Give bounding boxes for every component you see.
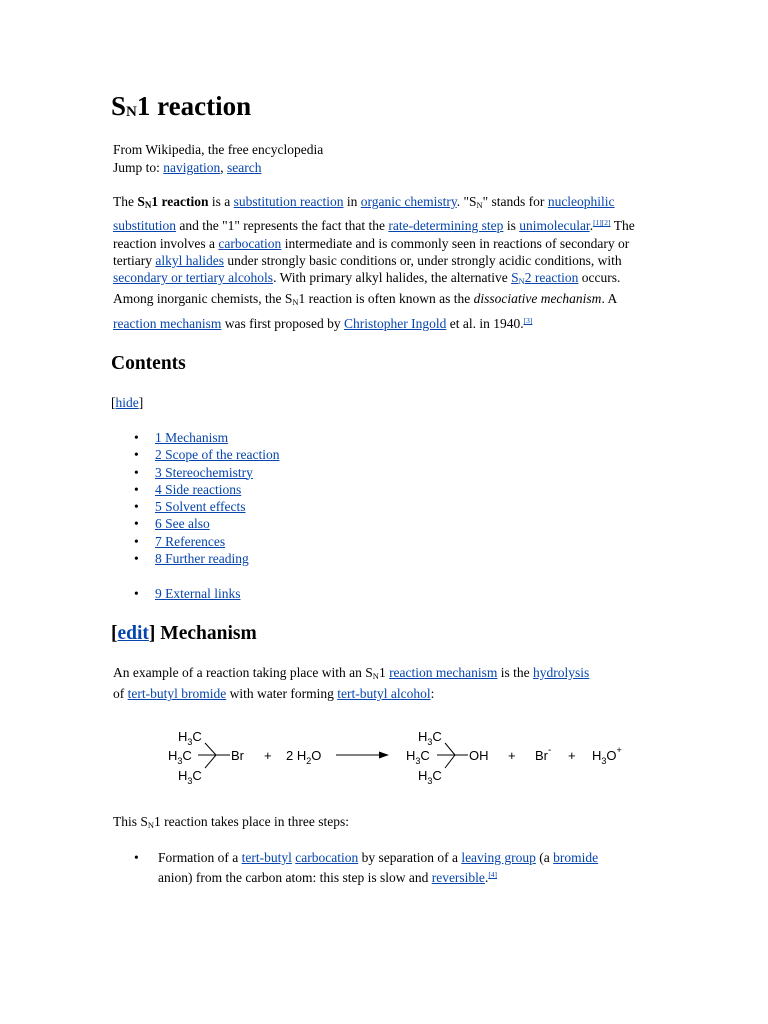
- jump-navigation-link[interactable]: navigation: [163, 160, 221, 175]
- bullet-icon: •: [134, 430, 139, 445]
- link-reversible[interactable]: reversible: [431, 870, 485, 886]
- scheme-plus-3: +: [568, 748, 576, 763]
- reaction-scheme: [160, 722, 640, 790]
- link-leaving-group[interactable]: leaving group: [461, 850, 536, 865]
- link-secondary-tertiary-alcohols[interactable]: secondary or tertiary alcohols: [113, 270, 274, 286]
- citation-4[interactable]: [4]: [488, 870, 498, 880]
- scheme-hydronium: $H_3O^+$: [592, 745, 622, 766]
- citation-3[interactable]: [3]: [523, 315, 533, 325]
- scheme-bromide: Br-: [535, 745, 552, 763]
- link-unimolecular[interactable]: unimolecular: [519, 218, 590, 234]
- bullet-icon: •: [134, 551, 139, 567]
- toc-link-solvent-effects[interactable]: 5 Solvent effects: [155, 499, 246, 515]
- link-carbocation-2[interactable]: carbocation: [295, 850, 359, 865]
- scheme-h3c-mid-2: $H_3C$: [406, 748, 430, 766]
- scheme-br: Br: [231, 748, 244, 763]
- link-substitution-reaction[interactable]: substitution reaction: [233, 194, 344, 209]
- scheme-water: 2 $H_2O$: [286, 748, 322, 766]
- bullet-icon: •: [134, 585, 139, 601]
- toc-hide-toggle: [hide]: [111, 395, 144, 410]
- scheme-plus-1: +: [264, 748, 272, 763]
- link-sn2-reaction[interactable]: $S_N2$ reaction: [511, 270, 579, 287]
- toc-link-further-reading[interactable]: 8 Further reading: [155, 551, 249, 567]
- toc-item: [113, 533, 279, 550]
- toc-link-external-links[interactable]: 9 External links: [155, 585, 241, 601]
- toc-link-references[interactable]: 7 References: [155, 533, 226, 549]
- site-subtitle: From Wikipedia, the free encyclopedia: [113, 142, 324, 157]
- toc-item: [113, 481, 279, 498]
- toc-item: [113, 446, 279, 463]
- citation-1-2[interactable]: [1][2]: [593, 218, 611, 228]
- bullet-icon: •: [134, 481, 139, 497]
- scheme-h3c-bot: $H_3C$: [178, 768, 202, 786]
- steps-list: [113, 849, 658, 887]
- bullet-icon: •: [134, 447, 139, 463]
- link-hydrolysis[interactable]: hydrolysis: [533, 665, 590, 680]
- scheme-bond: [445, 743, 455, 755]
- toc-hide-link[interactable]: hide: [115, 395, 139, 410]
- scheme-oh: OH: [469, 748, 489, 763]
- jump-to-links: Jump to: navigation, search: [113, 160, 262, 175]
- list-item: • Formation of a tert-butyl carbocation by separation of a leaving group (a bromide anion) from the carbon atom: this step is slow and reversible.[4]: [134, 850, 599, 886]
- jump-search-link[interactable]: search: [227, 160, 262, 175]
- mechanism-paragraph: An example of a reaction taking place with an $S_N1$ reaction mechanism is the hydrolysis of tert-butyl bromide with water forming tert-butyl alcohol:: [113, 665, 590, 702]
- toc-link-see-also[interactable]: 6 See also: [155, 516, 210, 532]
- toc-link-mechanism[interactable]: 1 Mechanism: [155, 430, 229, 445]
- scheme-bond: [205, 755, 216, 768]
- page-title: SN1 reaction: [111, 91, 252, 121]
- link-reaction-mechanism[interactable]: reaction mechanism: [113, 315, 222, 331]
- toc-link-side-reactions[interactable]: 4 Side reactions: [155, 481, 242, 497]
- bullet-icon: •: [134, 464, 139, 480]
- steps-intro: This $S_N1$ reaction takes place in three steps:: [113, 814, 349, 830]
- scheme-plus-2: +: [508, 748, 516, 763]
- bullet-icon: •: [134, 499, 139, 515]
- contents-heading: Contents: [111, 353, 186, 374]
- link-organic-chemistry[interactable]: organic chemistry: [360, 194, 457, 209]
- scheme-bond: [445, 755, 455, 768]
- bullet-icon: •: [134, 850, 139, 865]
- link-rate-determining-step[interactable]: rate-determining step: [388, 218, 504, 234]
- link-tert-butyl-bromide[interactable]: tert-butyl bromide: [127, 686, 227, 702]
- link-tert-butyl-alcohol[interactable]: tert-butyl alcohol: [337, 686, 431, 702]
- bullet-icon: •: [134, 533, 139, 549]
- link-nucleophilic-substitution[interactable]: nucleophilic substitution: [113, 194, 615, 234]
- toc-item: [113, 464, 279, 481]
- scheme-h3c-top-2: $H_3C$: [418, 729, 442, 747]
- scheme-h3c-top: $H_3C$: [178, 729, 202, 747]
- link-reaction-mechanism-2[interactable]: reaction mechanism: [389, 665, 498, 680]
- toc-item: [113, 550, 279, 567]
- bullet-icon: •: [134, 516, 139, 532]
- toc-item: [113, 498, 279, 515]
- intro-paragraph: The SN1 reaction is a substitution reaction in organic chemistry. "$S_N$" stands for nucleophilic substitution and the "1" represents the fact that the rate-determining step is unimolecular.[1][2] The reaction involves a carbocation intermediate and is commonly seen in reactions of secondary or tertiary alkyl halides under strongly basic conditions or, under strongly acidic conditions, with secondary or tertiary alcohols. With primary alkyl halides, the alternative $S_N2$ reaction occurs. Among inorganic chemists, the $S_N1$ reaction is often known as the dissociative mechanism. A reaction mechanism was first proposed by Christopher Ingold et al. in 1940.[3]: [113, 194, 635, 331]
- table-of-contents: [113, 429, 279, 602]
- toc-item: [113, 429, 279, 446]
- toc-link-scope[interactable]: 2 Scope of the reaction: [155, 447, 280, 463]
- link-tert-butyl[interactable]: tert-butyl: [241, 850, 292, 865]
- link-alkyl-halides[interactable]: alkyl halides: [155, 252, 224, 268]
- link-christopher-ingold[interactable]: Christopher Ingold: [343, 315, 447, 331]
- scheme-h3c-mid: $H_3C$: [168, 748, 192, 766]
- scheme-bond: [205, 743, 216, 755]
- arrow-head-icon: [379, 752, 389, 759]
- toc-link-stereochemistry[interactable]: 3 Stereochemistry: [155, 464, 253, 480]
- link-carbocation[interactable]: carbocation: [218, 235, 282, 251]
- mechanism-heading: [edit] Mechanism: [111, 623, 257, 644]
- scheme-h3c-bot-2: $H_3C$: [418, 768, 442, 786]
- toc-item: [113, 515, 279, 532]
- link-bromide[interactable]: bromide: [553, 850, 599, 865]
- edit-mechanism-link[interactable]: edit: [117, 623, 149, 644]
- toc-item: [113, 585, 279, 602]
